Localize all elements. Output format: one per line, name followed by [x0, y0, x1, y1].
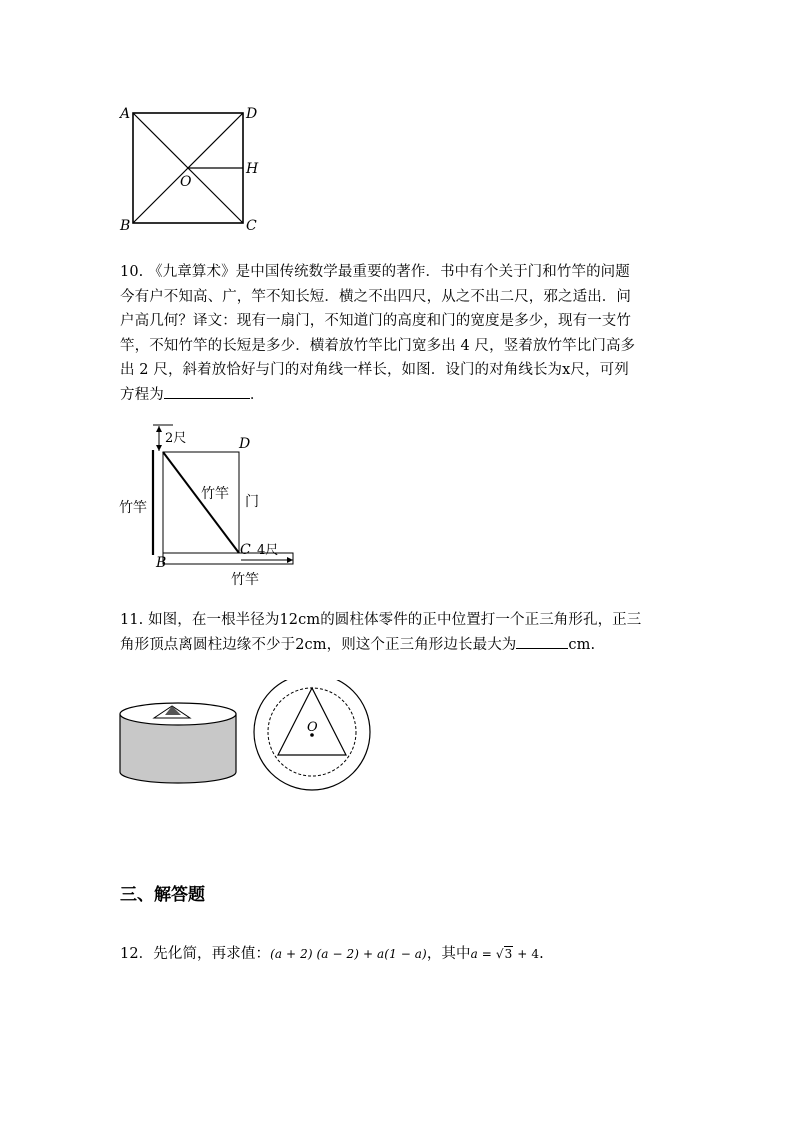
label-c: C	[246, 218, 257, 234]
question-11	[120, 608, 680, 657]
q10-line-6-suffix: ．	[249, 386, 265, 403]
answer-blank-11	[516, 634, 568, 649]
label-c: C	[240, 542, 251, 558]
label-b: B	[120, 218, 131, 234]
label-2chi: 2尺	[165, 431, 187, 446]
label-o: O	[307, 720, 318, 735]
section-heading: 三、解答题	[120, 885, 205, 905]
label-d: D	[246, 106, 258, 122]
answer-blank-10	[164, 384, 250, 399]
q10-line-1: 10. 《九章算术》是中国传统数学最重要的著作．书中有个关于门和竹竿的问题	[120, 264, 630, 280]
arrowhead-up	[156, 426, 162, 432]
q10-line-6	[120, 383, 680, 408]
q12-prefix: 12．先化简，再求值：	[120, 946, 271, 962]
q11-line-2	[120, 633, 680, 658]
question-10	[120, 260, 680, 407]
label-zhugan-bottom: 竹竿	[231, 572, 259, 588]
door-bamboo-figure	[115, 420, 305, 590]
question-12	[120, 942, 680, 967]
q12-expression: (a + 2) (a − 2) + a(1 − a)	[270, 947, 427, 961]
q10-line-4: 竿，不知竹竿的长短是多少．横着放竹竿比门宽多出 4 尺，竖着放竹竿比门高多	[120, 337, 636, 354]
sqrt-expression: √3	[495, 947, 513, 961]
q11-line-2-prefix: 角形顶点离圆柱边缘不少于2cm，则这个正三角形边长最大为	[120, 636, 517, 653]
arrowhead-right	[287, 557, 293, 563]
label-zhugan-left: 竹竿	[119, 500, 147, 516]
label-b: B	[156, 555, 167, 571]
q12-middle: ，其中	[426, 946, 471, 962]
cylinder-figure	[115, 680, 385, 795]
label-h: H	[246, 161, 259, 177]
arrowhead-down	[156, 445, 162, 451]
q12-suffix: .	[539, 946, 544, 962]
q11-line-1: 11. 如图，在一根半径为12cm的圆柱体零件的正中位置打一个正三角形孔，正三	[120, 612, 642, 628]
q12-condition-rhs: + 4	[513, 947, 540, 961]
q10-line-6-prefix: 方程为	[120, 386, 164, 403]
label-4chi: 4尺	[257, 543, 279, 558]
label-o: O	[180, 174, 192, 190]
label-zhugan-diag: 竹竿	[201, 486, 229, 502]
q11-line-2-suffix: cm.	[568, 636, 596, 653]
q10-line-5: 出 2 尺，斜着放恰好与门的对角线一样长，如图．设门的对角线长为x尺，可列	[120, 362, 629, 378]
label-d: D	[239, 436, 251, 452]
diagonal-pole	[163, 452, 239, 553]
sqrt-radicand: 3	[504, 947, 513, 961]
q10-line-3: 户高几何？译文：现有一扇门，不知道门的高度和门的宽度是多少，现有一支竹	[120, 313, 631, 329]
q10-line-2: 今有户不知高、广，竿不知长短．横之不出四尺，从之不出二尺，邪之适出．问	[120, 288, 631, 305]
label-a: A	[120, 106, 131, 122]
square-diagonals-figure	[115, 100, 265, 240]
label-men: 门	[245, 494, 259, 510]
q12-condition-lhs: a =	[470, 947, 496, 961]
